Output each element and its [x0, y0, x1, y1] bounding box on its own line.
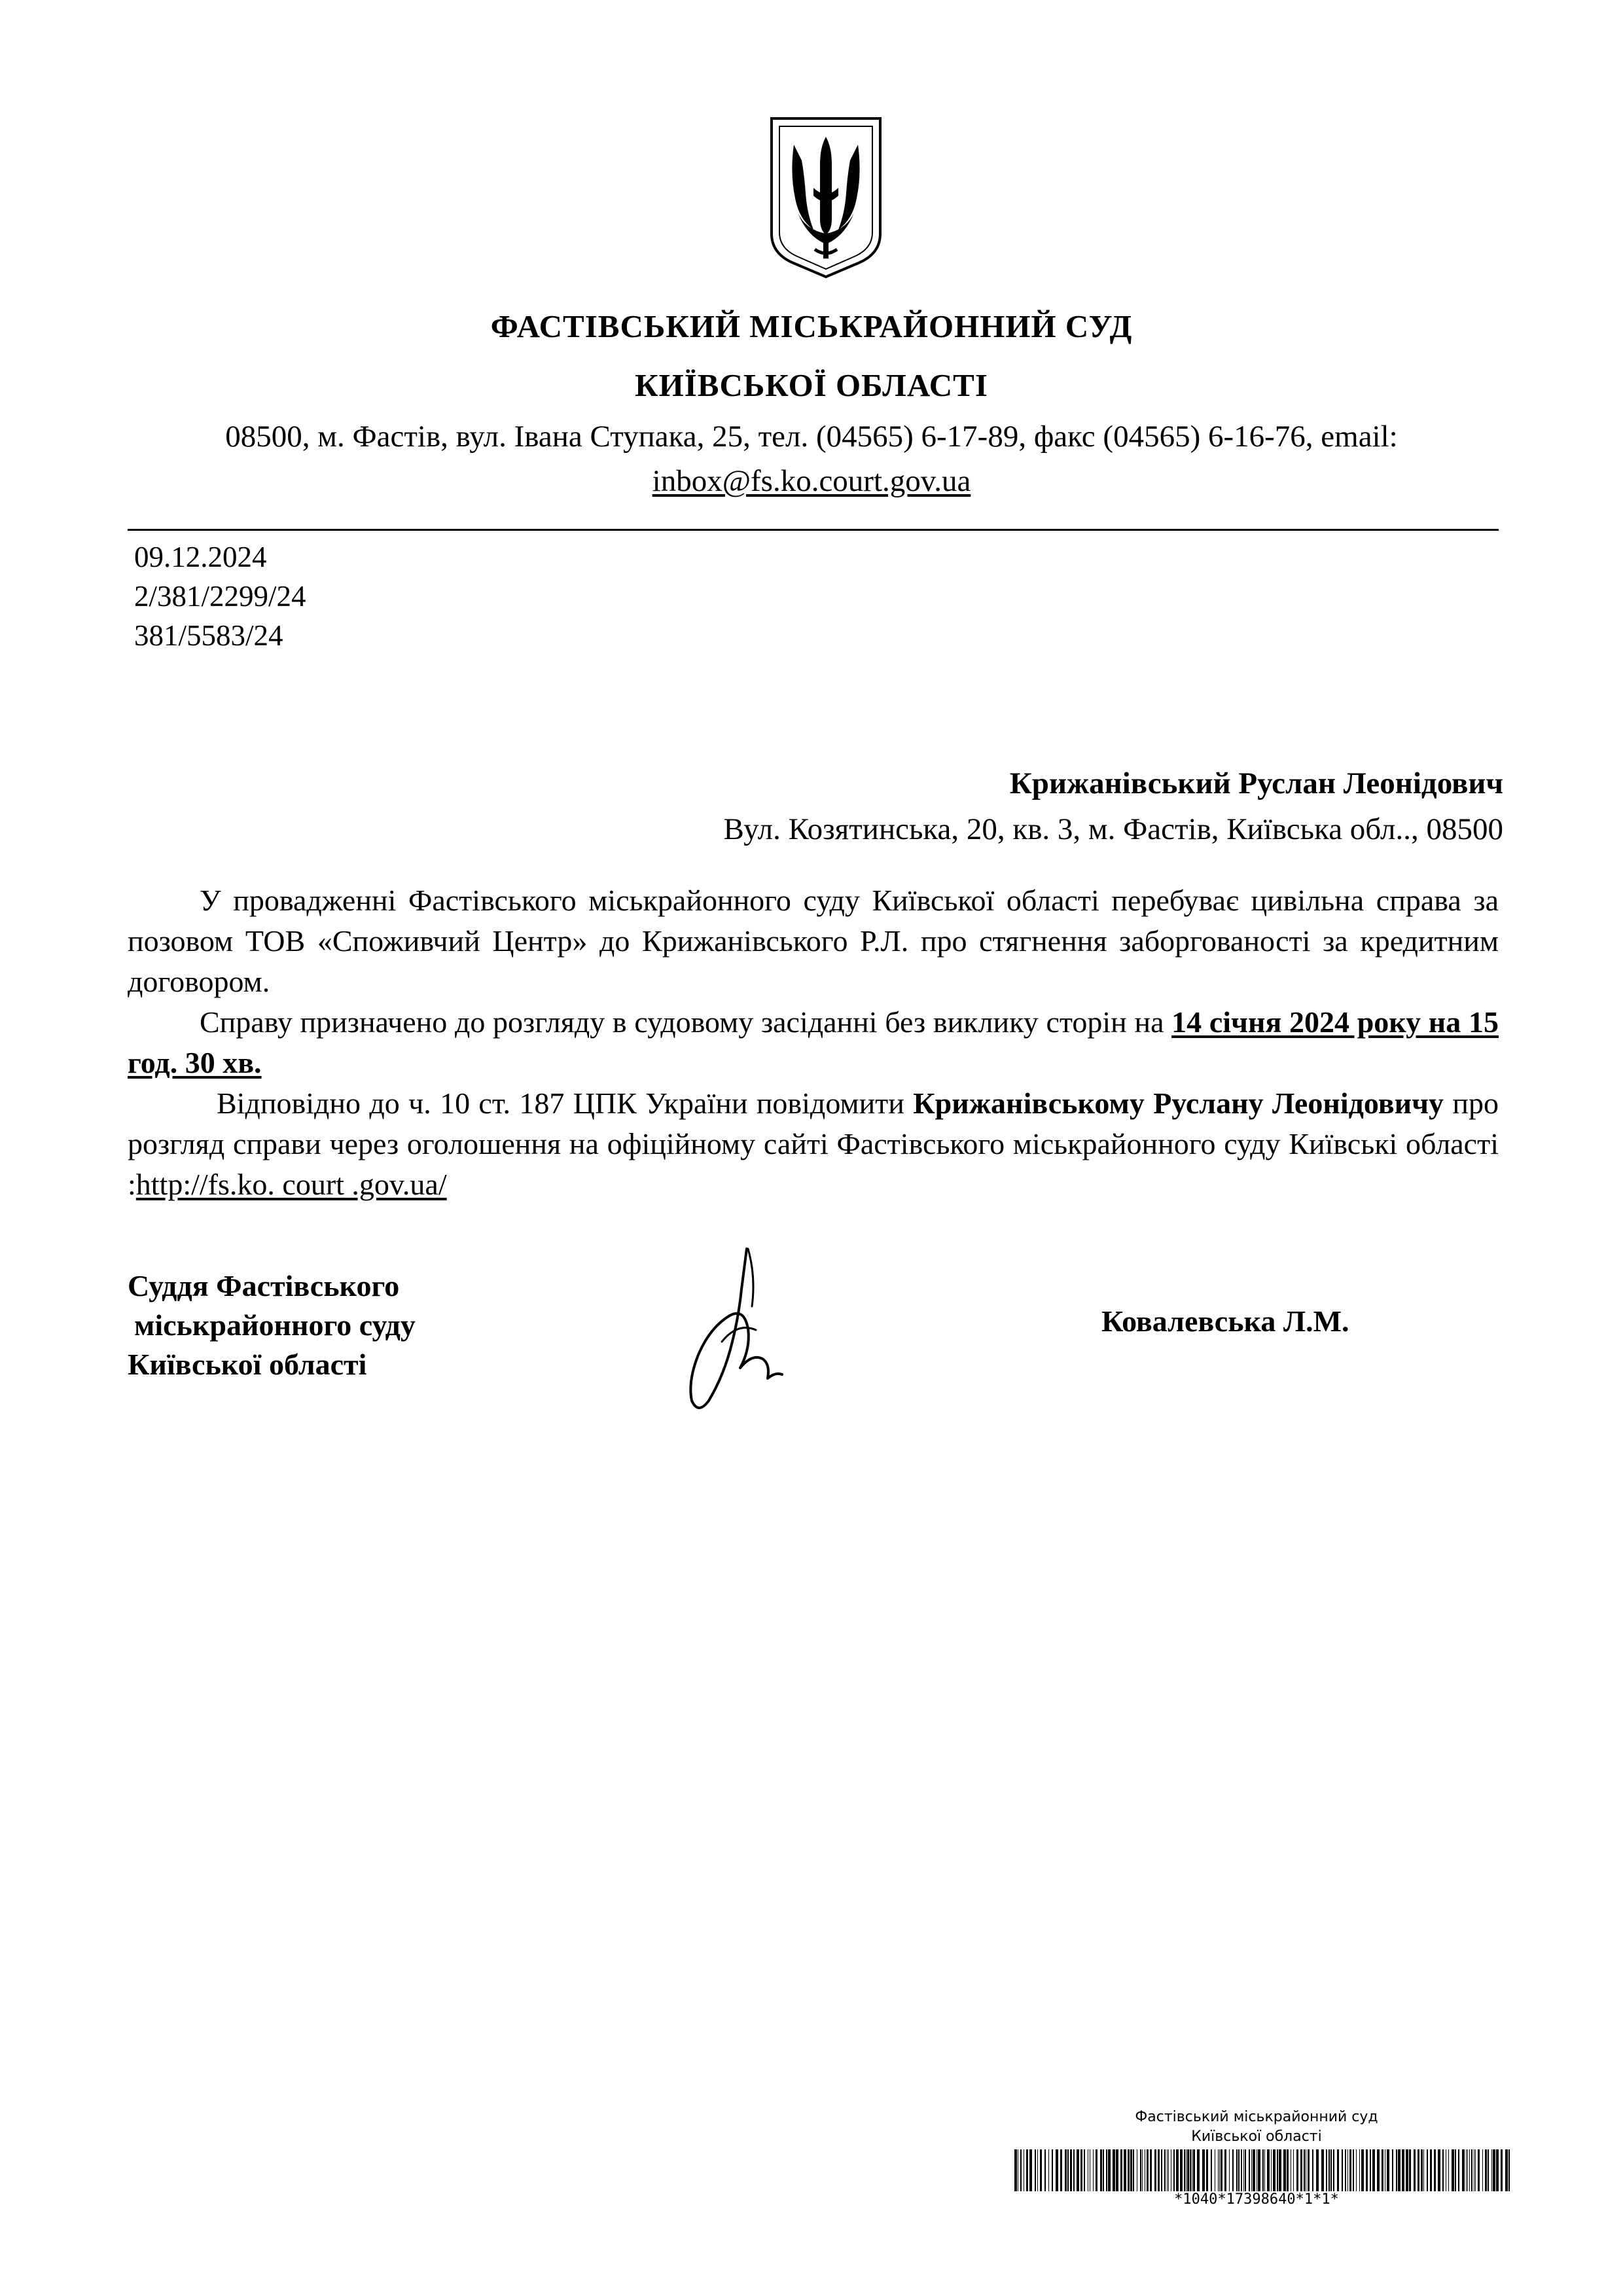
barcode-bar	[1077, 2149, 1079, 2191]
barcode-bar	[1347, 2149, 1348, 2191]
barcode-bar	[1271, 2149, 1272, 2191]
judge-title-line3: Київської області	[128, 1348, 367, 1381]
barcode-bar	[1337, 2149, 1339, 2191]
barcode-bar	[1478, 2149, 1480, 2191]
barcode-bar	[1345, 2149, 1346, 2191]
barcode-bar	[1262, 2149, 1264, 2191]
barcode-bar	[1128, 2149, 1130, 2191]
barcode-bar	[1356, 2149, 1357, 2191]
barcode-bar	[1418, 2149, 1419, 2191]
barcode-bar	[1438, 2149, 1440, 2191]
barcode-bar	[1406, 2149, 1408, 2191]
barcode-bar	[1065, 2149, 1067, 2191]
header-divider	[128, 529, 1499, 531]
barcode-bar	[1448, 2149, 1449, 2191]
barcode-bar	[1423, 2149, 1424, 2191]
barcode-bar	[1333, 2149, 1334, 2191]
barcode-bar	[1434, 2149, 1436, 2191]
barcode-bar	[1377, 2149, 1380, 2191]
barcode-bar	[1491, 2149, 1492, 2191]
barcode-bar	[1312, 2149, 1313, 2191]
court-name-line1: ФАСТІВСЬКИЙ МІСЬКРАЙОННИЙ СУД	[490, 308, 1133, 344]
registry-stamp	[988, 2108, 1525, 2147]
judge-title-line1: Суддя Фастівського	[128, 1269, 400, 1302]
barcode-bar	[1316, 2149, 1319, 2191]
notification-text-end: про розгляд справи через оголошення на офіційному сайті Фастівського міськрайонного суду Київські області :	[128, 1086, 1499, 1201]
barcode-bar	[1349, 2149, 1351, 2191]
barcode-bar	[1040, 2149, 1042, 2191]
barcode-bar	[1245, 2149, 1246, 2191]
barcode-bar	[1100, 2149, 1102, 2191]
barcode-bar	[1147, 2149, 1149, 2191]
barcode-bar	[1353, 2149, 1354, 2191]
barcode-bar	[1442, 2149, 1444, 2191]
barcode-bar	[1073, 2149, 1075, 2191]
barcode-bar	[1080, 2149, 1082, 2191]
barcode-bar	[1193, 2149, 1195, 2191]
barcode-bar	[1485, 2149, 1487, 2191]
court-website-link[interactable]: http://fs.ko. court .gov.ua/	[135, 1168, 447, 1201]
barcode-bar	[1052, 2149, 1053, 2191]
barcode-bar	[1154, 2149, 1156, 2191]
barcode-bar	[1103, 2149, 1104, 2191]
barcode-bar	[1277, 2149, 1278, 2191]
barcode-bar	[1133, 2149, 1134, 2191]
barcode-bar	[1287, 2149, 1289, 2191]
barcode-bar	[1067, 2149, 1069, 2191]
barcode-bar	[1140, 2149, 1141, 2191]
barcode-bar	[1236, 2149, 1238, 2191]
barcode-bar	[1211, 2149, 1212, 2191]
court-name-line2: КИЇВСЬКОЇ ОБЛАСТІ	[635, 367, 988, 403]
barcode-bar	[1161, 2149, 1162, 2191]
barcode-bar	[1326, 2149, 1327, 2191]
paragraph-hearing	[128, 1002, 1499, 1083]
barcode-bar	[1493, 2149, 1495, 2191]
barcode-bar	[1229, 2149, 1230, 2191]
barcode-bar	[1273, 2149, 1275, 2191]
barcode-bar	[1471, 2149, 1472, 2191]
barcode-bar	[1342, 2149, 1343, 2191]
barcode-bar	[1124, 2149, 1126, 2191]
barcode-bar	[1232, 2149, 1234, 2191]
barcode-bar	[1221, 2149, 1222, 2191]
barcode-bar	[1184, 2149, 1185, 2191]
barcode-bar	[1158, 2149, 1160, 2191]
barcode-bar	[1387, 2149, 1389, 2191]
barcode-bar	[1308, 2149, 1310, 2191]
barcode-bar	[1421, 2149, 1423, 2191]
barcode-bar	[1190, 2149, 1191, 2191]
barcode-bar	[1475, 2149, 1476, 2191]
barcode-bar	[1398, 2149, 1400, 2191]
barcode-bar	[1249, 2149, 1250, 2191]
barcode-bar	[1187, 2149, 1189, 2191]
barcode-bar	[1427, 2149, 1428, 2191]
barcode-icon	[1014, 2149, 1512, 2191]
barcode-bar	[1296, 2149, 1298, 2191]
barcode-bar	[1120, 2149, 1122, 2191]
barcode-bar	[1093, 2149, 1094, 2191]
barcode-bar	[1455, 2149, 1456, 2191]
barcode-bar	[1258, 2149, 1260, 2191]
barcode-bar	[1218, 2149, 1219, 2191]
barcode-bar	[1372, 2149, 1375, 2191]
barcode-bar	[1084, 2149, 1085, 2191]
judge-name: Ковалевська Л.М.	[1101, 1304, 1349, 1338]
defendant-name: Крижанівському Руслану Леонідовичу	[913, 1086, 1444, 1120]
barcode-bar	[1173, 2149, 1175, 2191]
barcode-bar	[1238, 2149, 1240, 2191]
paragraph-notification	[128, 1083, 1499, 1205]
barcode-bar	[1035, 2149, 1036, 2191]
stamp-line2: Київської області	[1191, 2128, 1322, 2145]
barcode-bar	[1466, 2149, 1467, 2191]
barcode-bar	[1279, 2149, 1281, 2191]
barcode-bar	[1370, 2149, 1371, 2191]
barcode-bar	[1396, 2149, 1397, 2191]
paragraph-case-info: У провадженні Фастівського міськрайонного суду Київської області перебуває цивільна справа за позовом ТОВ «Споживчий Центр» до Крижанівського Р.Л. про стягнення заборгованості за кредитним договором.	[128, 884, 1499, 998]
barcode-bar	[1164, 2149, 1166, 2191]
barcode-bar	[1366, 2149, 1368, 2191]
barcode-bar	[1037, 2149, 1038, 2191]
barcode-bar	[1116, 2149, 1118, 2191]
recipient-name: Крижанівський Руслан Леонідович	[1009, 766, 1503, 800]
judge-title	[128, 1266, 416, 1384]
notice-body	[128, 880, 1499, 1205]
barcode-bar	[1142, 2149, 1143, 2191]
barcode-bar	[1392, 2149, 1393, 2191]
barcode-bar	[1219, 2149, 1220, 2191]
recipient-address: Вул. Козятинська, 20, кв. 3, м. Фастів, Київська обл.., 08500	[723, 812, 1503, 846]
barcode-bar	[1044, 2149, 1046, 2191]
barcode-bar	[1070, 2149, 1072, 2191]
court-email-link[interactable]: inbox@fs.ko.court.gov.ua	[652, 464, 971, 498]
judge-title-line2: міськрайонного суду	[134, 1308, 416, 1342]
barcode-bar	[1180, 2149, 1183, 2191]
stamp-line1: Фастівський міськрайонний суд	[1135, 2109, 1378, 2125]
barcode-bar	[1167, 2149, 1168, 2191]
barcode-bar	[1176, 2149, 1179, 2191]
barcode-bar	[1382, 2149, 1383, 2191]
barcode-bar	[1304, 2149, 1305, 2191]
barcode-bar	[1106, 2149, 1107, 2191]
barcode-bar	[1329, 2149, 1330, 2191]
barcode-bar	[1300, 2149, 1302, 2191]
barcode-bar	[1264, 2149, 1265, 2191]
barcode-bar	[1430, 2149, 1432, 2191]
notification-text-start: Відповідно до ч. 10 ст. 187 ЦПК України повідомити	[217, 1086, 914, 1120]
barcode-bar	[1168, 2149, 1169, 2191]
barcode-bar	[1458, 2149, 1459, 2191]
barcode-bar	[1130, 2149, 1132, 2191]
barcode-bar	[1048, 2149, 1049, 2191]
trident-emblem-icon	[768, 115, 884, 279]
barcode-text: *1040*17398640*1*1*	[1174, 2191, 1339, 2208]
barcode-bar	[1293, 2149, 1294, 2191]
barcode-bar	[1224, 2149, 1226, 2191]
barcode-bar	[1402, 2149, 1404, 2191]
barcode-bar	[1251, 2149, 1252, 2191]
barcode-bar	[1202, 2149, 1205, 2191]
barcode-bar	[1241, 2149, 1242, 2191]
barcode-bar	[1197, 2149, 1200, 2191]
barcode-bar	[1359, 2149, 1360, 2191]
barcode-bar	[1361, 2149, 1364, 2191]
barcode-bar	[1060, 2149, 1062, 2191]
barcode-bar	[1026, 2149, 1028, 2191]
barcode-bar	[1467, 2149, 1468, 2191]
judge-signature-icon	[684, 1244, 802, 1414]
barcode-bar	[1505, 2149, 1508, 2191]
barcode-bar	[1108, 2149, 1111, 2191]
barcode-bar	[1283, 2149, 1286, 2191]
barcode-bar	[1414, 2149, 1416, 2191]
barcode-bar	[1243, 2149, 1244, 2191]
barcode-bar	[1014, 2149, 1017, 2191]
barcode-bar	[1206, 2149, 1208, 2191]
case-number: 2/381/2299/24	[134, 580, 306, 613]
barcode-bar	[1056, 2149, 1058, 2191]
barcode-bar	[1482, 2149, 1483, 2191]
barcode-bar	[1096, 2149, 1097, 2191]
barcode-bar	[1452, 2149, 1454, 2191]
barcode-bar	[1409, 2149, 1411, 2191]
barcode-bar	[1469, 2149, 1470, 2191]
document-date: 09.12.2024	[134, 541, 267, 573]
barcode-bar	[1029, 2149, 1032, 2191]
barcode-bar	[1496, 2149, 1499, 2191]
barcode-bar	[1321, 2149, 1324, 2191]
barcode-bar	[1267, 2149, 1270, 2191]
barcode-bar	[1330, 2149, 1332, 2191]
court-contact-line: 08500, м. Фастів, вул. Івана Ступака, 25, тел. (04565) 6-17-89, факс (04565) 6-16-76, email:	[225, 420, 1398, 454]
barcode-bar	[1253, 2149, 1255, 2191]
barcode-bar	[1508, 2149, 1510, 2191]
barcode-bar	[1020, 2149, 1022, 2191]
barcode-bar	[1462, 2149, 1465, 2191]
hearing-date: 14 січня 2024 року на 15 год. 30 хв.	[128, 1005, 1499, 1079]
barcode-bar	[1113, 2149, 1115, 2191]
barcode-bar	[1501, 2149, 1503, 2191]
barcode-bar	[1150, 2149, 1152, 2191]
proceeding-number: 381/5583/24	[134, 619, 283, 652]
barcode-bar	[1488, 2149, 1489, 2191]
hearing-text: Справу призначено до розгляду в судовому засіданні без виклику сторін на	[200, 1005, 1172, 1039]
